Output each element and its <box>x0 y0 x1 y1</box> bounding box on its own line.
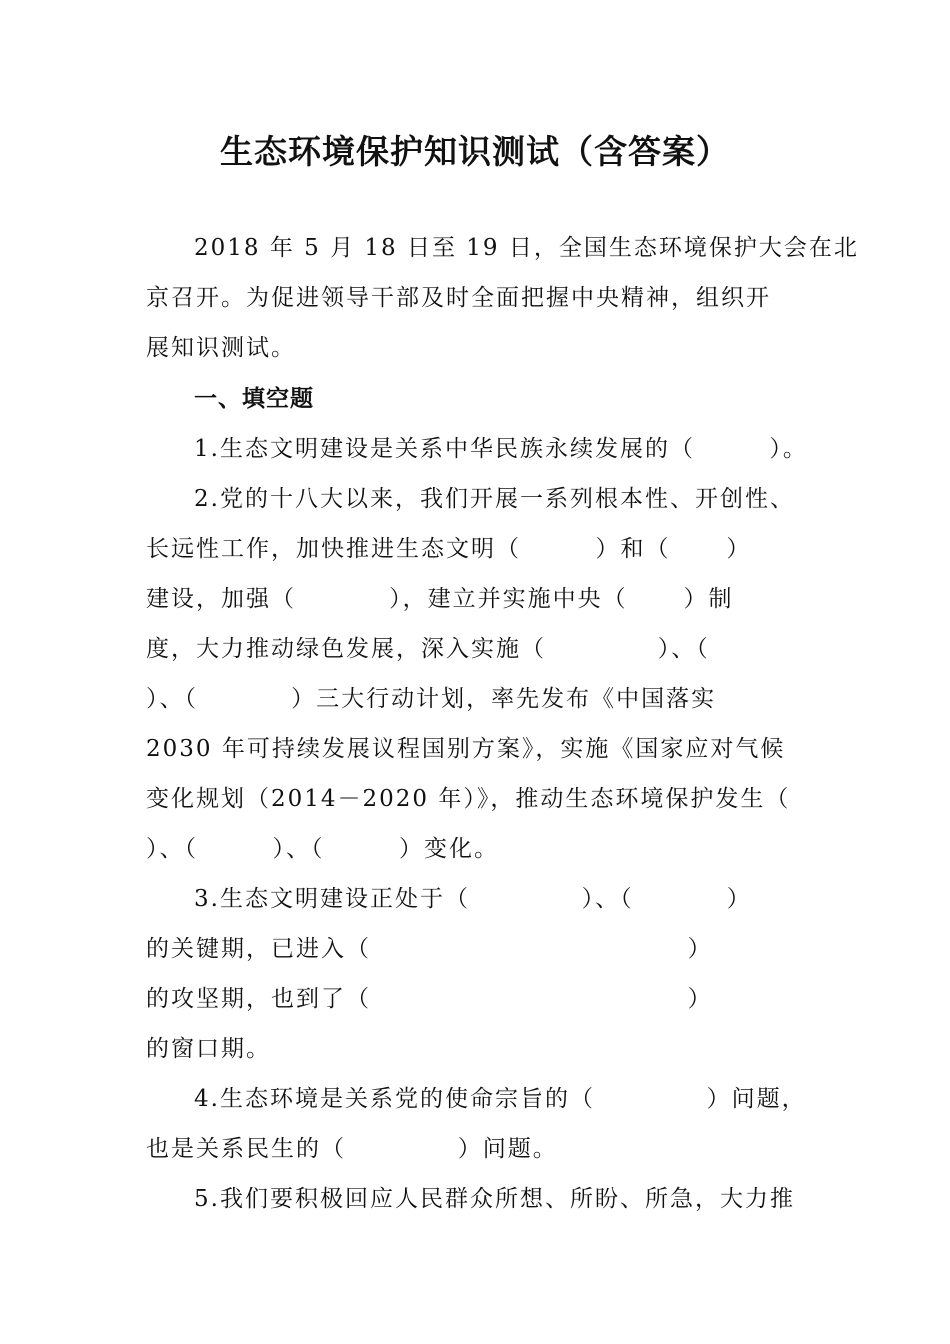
question-5-line-1: 5.我们要积极回应人民群众所想、所盼、所急，大力推 <box>194 1186 795 1212</box>
question-3-line-2: 的关键期，已进入（ ） <box>146 936 713 962</box>
question-4-line-2: 也是关系民生的（ ）问题。 <box>146 1136 558 1162</box>
question-1-line-1: 1.生态文明建设是关系中华民族永续发展的（ ）。 <box>194 436 808 462</box>
question-4-line-1: 4.生态环境是关系党的使命宗旨的（ ）问题， <box>194 1086 807 1112</box>
question-3-line-4: 的窗口期。 <box>146 1036 271 1062</box>
section-heading: 一、填空题 <box>194 386 314 412</box>
question-2-line-8: ）、（ ）、（ ）变化。 <box>146 836 499 862</box>
intro-line-3: 展知识测试。 <box>146 335 296 361</box>
question-3-line-3: 的攻坚期，也到了（ ） <box>146 986 713 1012</box>
question-2-line-5: ）、（ ）三大行动计划，率先发布《中国落实 <box>146 686 717 712</box>
question-2-line-3: 建设，加强（ ），建立并实施中央（ ）制 <box>146 586 734 612</box>
question-2-line-1: 2.党的十八大以来，我们开展一系列根本性、开创性、 <box>194 486 795 512</box>
intro-line-1: 2018 年 5 月 18 日至 19 日，全国生态环境保护大会在北 <box>194 235 859 261</box>
question-2-line-6: 2030 年可持续发展议程国别方案》，实施《国家应对气候 <box>146 736 786 762</box>
question-3-line-1: 3.生态文明建设正处于（ ）、（ ） <box>194 886 752 912</box>
document-title: 生态环境保护知识测试（含答案） <box>220 132 730 171</box>
intro-line-2: 京召开。为促进领导干部及时全面把握中央精神，组织开 <box>146 285 771 311</box>
question-2-line-7: 变化规划（2014－2020 年）》，推动生态环境保护发生（ <box>146 786 791 812</box>
question-2-line-4: 度，大力推动绿色发展，深入实施（ ）、（ <box>146 636 710 662</box>
question-2-line-2: 长远性工作，加快推进生态文明（ ）和（ ） <box>146 536 752 562</box>
